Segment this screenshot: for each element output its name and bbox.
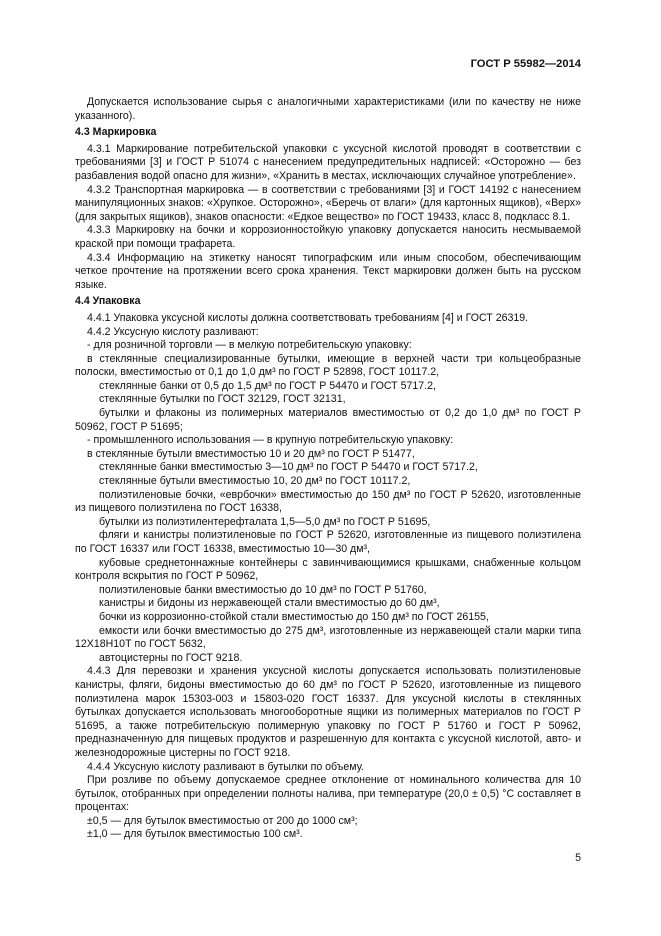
paragraph: 4.4.1 Упаковка уксусной кислоты должна соответствовать требованиям [4] и ГОСТ 26319.	[87, 311, 529, 324]
document-number: ГОСТ Р 55982—2014	[470, 58, 581, 70]
section-heading-marking: 4.3 Маркировка	[75, 126, 157, 139]
list-item: фляги и канистры полиэтиленовые по ГОСТ Р 52620, изготовленные из пищевого полиэтилена по ГОСТ 16337 или ГОСТ 16338, вместимостью 10—30 дм³,	[75, 529, 581, 555]
document-body	[75, 96, 581, 842]
list-item: стеклянные бутылки по ГОСТ 32129, ГОСТ 32131,	[99, 393, 346, 406]
paragraph: 4.3.1 Маркирование потребительской упаковки с уксусной кислотой проводят в соответствии с требованиями [3] и ГОСТ Р 51074 с нанесением предупредительных надписей: «Осторожно — без разбавления водой опасно для жизни», «Хранить в местах, исключающих случайное употребление».	[75, 142, 581, 182]
list-item: - промышленного использования — в крупную потребительскую упаковку:	[87, 434, 454, 447]
list-item: в стеклянные специализированные бутылки, имеющие в верхней части три кольцеобразные полоски, вместимостью от 0,1 до 1,0 дм³ по ГОСТ Р 52898, ГОСТ 10117.2,	[75, 352, 581, 379]
list-item: автоцистерны по ГОСТ 9218.	[99, 651, 243, 664]
list-item: бочки из коррозионно-стойкой стали вместимостью до 150 дм³ по ГОСТ 26155,	[99, 610, 489, 623]
list-item: стеклянные банки вместимостью 3—10 дм³ по ГОСТ Р 54470 и ГОСТ 5717.2,	[99, 461, 478, 474]
list-item: стеклянные банки от 0,5 до 1,5 дм³ по ГОСТ Р 54470 и ГОСТ 5717.2,	[99, 379, 436, 392]
page-number: 5	[575, 852, 581, 864]
paragraph: 4.3.3 Маркировку на бочки и коррозионностойкую упаковку допускается наносить несмываемой краской при помощи трафарета.	[75, 224, 581, 250]
section-heading-packaging: 4.4 Упаковка	[75, 295, 141, 308]
list-item: ±1,0 — для бутылок вместимостью 100 см³.	[87, 828, 303, 841]
list-item: емкости или бочки вместимостью до 275 дм³, изготовленные из нержавеющей стали марки типа 12Х18Н10Т по ГОСТ 5632,	[75, 624, 581, 651]
list-item: ±0,5 — для бутылок вместимостью от 200 до 1000 см³;	[87, 814, 358, 827]
list-item: бутылки из полиэтилентерефталата 1,5—5,0 дм³ по ГОСТ Р 51695,	[99, 515, 431, 528]
paragraph: 4.3.2 Транспортная маркировка — в соответствии с требованиями [3] и ГОСТ 14192 с нанесением манипуляционных знаков: «Хрупкое. Осторожно», «Беречь от влаги» (для картонных ящиков), «Верх» (для закрытых ящиков), знаков опасности: «Едкое вещество» по ГОСТ 19433, класс 8, подкласс 8.1.	[75, 183, 581, 223]
paragraph: При розливе по объему допускаемое среднее отклонение от номинального количества для 10 бутылок, отобранных при определении полноты налива, при температуре (20,0 ± 0,5) °С составляет в процентах:	[75, 774, 581, 814]
list-item: кубовые среднетоннажные контейнеры с завинчивающимися крышками, снабженные кольцом контроля вскрытия по ГОСТ Р 50962,	[75, 556, 581, 583]
list-item: в стеклянные бутыли вместимостью 10 и 20 дм³ по ГОСТ Р 51477,	[87, 447, 415, 460]
list-item: полиэтиленовые бочки, «еврбочки» вместимостью до 150 дм³ по ГОСТ Р 52620, изготовленные из пищевого полиэтилена по ГОСТ 16338,	[75, 488, 581, 515]
paragraph: 4.4.3 Для перевозки и хранения уксусной кислоты допускается использовать полиэтиленовые канистры, фляги, бидоны вместимостью до 60 дм³ по ГОСТ Р 52620, изготовленные из пищевого полиэтилена марок 15303-003 и 15803-020 ГОСТ 16337. Для уксусной кислоты в стеклянных бутылках допускается использовать многооборотные ящики из полимерных материалов по ГОСТ Р 51695, а также потребительскую полимерную упаковку по ГОСТ Р 51760 и ГОСТ Р 50962, предназначенную для пищевых продуктов и разрешенную для контакта с уксусной кислотой, авто- и железнодорожные цистерны по ГОСТ 9218.	[75, 665, 581, 759]
list-item: стеклянные бутыли вместимостью 10, 20 дм³ по ГОСТ 10117.2,	[99, 475, 411, 488]
list-item: - для розничной торговли — в мелкую потребительскую упаковку:	[87, 339, 412, 352]
list-item: бутылки и флаконы из полимерных материалов вместимостью от 0,2 до 1,0 дм³ по ГОСТ Р 50962, ГОСТ Р 51695;	[75, 407, 581, 433]
paragraph: 4.3.4 Информацию на этикетку наносят типографским или иным способом, обеспечивающим четкое прочтение на протяжении всего срока хранения. Текст маркировки должен быть на русском языке.	[75, 251, 581, 291]
paragraph: 4.4.4 Уксусную кислоту разливают в бутылки по объему.	[87, 760, 364, 773]
list-item: канистры и бидоны из нержавеющей стали вместимостью до 60 дм³,	[99, 597, 440, 610]
list-item: полиэтиленовые банки вместимостью до 10 дм³ по ГОСТ Р 51760,	[99, 583, 427, 596]
paragraph: 4.4.2 Уксусную кислоту разливают:	[87, 325, 259, 338]
paragraph: Допускается использование сырья с аналогичными характеристиками (или по качеству не ниже указанного).	[75, 96, 581, 122]
